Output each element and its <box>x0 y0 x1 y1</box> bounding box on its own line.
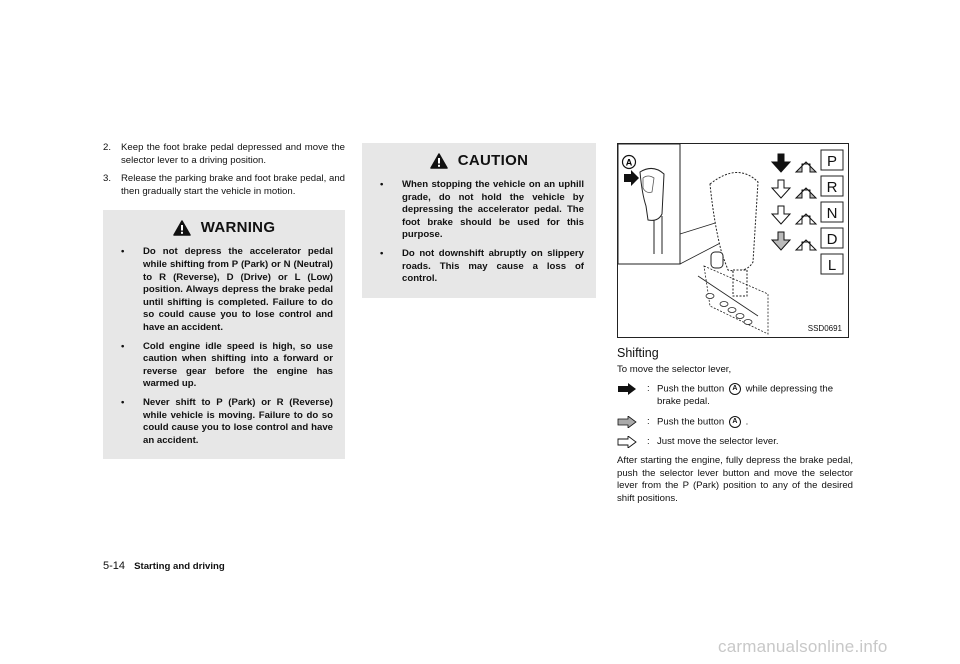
warning-header <box>115 220 333 236</box>
warning-item-text: Cold engine idle speed is high, so use caution when shifting into a forward or reverse gear before the engine has warmed up. <box>143 340 333 390</box>
hatched-arrow-icon <box>617 416 647 433</box>
warning-item <box>115 246 333 334</box>
warning-item <box>115 397 333 447</box>
left-column <box>103 142 345 459</box>
page-number: 5-14 <box>103 560 126 572</box>
caution-item-text: Do not downshift abruptly on slippery roads. This may cause a loss of control. <box>402 247 584 285</box>
page-footer <box>103 560 225 572</box>
legend-text: Push the button A while depressing the brake pedal. <box>657 383 834 408</box>
outline-arrow-icon <box>617 436 647 453</box>
bullet-mark: • <box>121 396 125 408</box>
step-number: 3. <box>103 173 112 185</box>
intro-text <box>617 364 731 377</box>
button-a-marker: A <box>729 416 741 428</box>
gear-label-r: R <box>826 179 838 196</box>
button-a-label: A <box>625 157 633 168</box>
button-a-marker: A <box>729 383 741 395</box>
gear-label-n: N <box>826 205 838 222</box>
bullet-mark: • <box>121 340 125 352</box>
caution-box <box>362 143 596 298</box>
gear-label-p: P <box>826 153 838 170</box>
caution-item-text: When stopping the vehicle on an uphill grade, do not hold the vehicle by depressing the accelerator pedal. The foot brake should be used for this purpose. <box>402 179 584 241</box>
caution-title: CAUTION <box>457 151 529 169</box>
watermark: carmanualsonline.info <box>718 637 888 656</box>
intro-text-content: To move the selector lever, <box>617 364 732 375</box>
warning-icon <box>173 220 191 236</box>
shifting-paragraph: After starting the engine, fully depress the brake pedal, push the selector lever button and move the selector lever from the P (Park) position to any of the desired shift positions. <box>617 455 853 504</box>
step-text: Release the parking brake and foot brake pedal, and then gradually start the vehicle in motion. <box>121 173 345 197</box>
warning-item-text: Never shift to P (Park) or R (Reverse) while vehicle is moving. Failure to do so could cause you to lose control and have an accident. <box>143 396 333 446</box>
warning-title: WARNING <box>200 219 276 237</box>
bullet-mark: • <box>380 179 384 190</box>
step-number: 2. <box>103 142 112 153</box>
legend-text: Push the button A . <box>657 416 749 428</box>
section-name: Starting and driving <box>134 561 225 572</box>
warning-item-text: Do not depress the accelerator pedal while shifting from P (Park) or N (Neutral) to R (Reverse), D (Drive) or L (Low) position. Always depress the brake pedal until shifting is completed. Failure to do so could cause you to lose control and have an accident. <box>143 246 333 333</box>
gear-label-d: D <box>826 231 838 248</box>
caution-item <box>374 248 584 286</box>
warning-item <box>115 341 333 391</box>
legend-row-hatched: : Push the button A . <box>617 416 852 433</box>
legend-row-solid: : Push the button A while depressing the brake pedal. <box>617 383 852 409</box>
shift-lever-illustration <box>618 144 848 337</box>
section-title: Shifting <box>617 346 659 360</box>
bullet-mark: • <box>380 247 384 259</box>
gear-label-l: L <box>827 257 837 274</box>
caution-item <box>374 179 584 242</box>
shift-lever-figure <box>617 143 849 338</box>
figure-code: SSD0691 <box>807 324 842 333</box>
legend-row-outline: : Just move the selector lever. <box>617 436 852 453</box>
caution-header <box>374 153 584 169</box>
step-2 <box>103 142 345 167</box>
bullet-mark: • <box>121 246 125 258</box>
warning-icon <box>430 153 448 169</box>
solid-arrow-icon <box>617 383 647 409</box>
warning-box <box>103 210 345 459</box>
legend-text: Just move the selector lever. <box>657 436 779 447</box>
step-text: Keep the foot brake pedal depressed and move the selector lever to a driving position. <box>121 142 345 166</box>
step-3 <box>103 173 345 198</box>
middle-column <box>362 143 596 298</box>
